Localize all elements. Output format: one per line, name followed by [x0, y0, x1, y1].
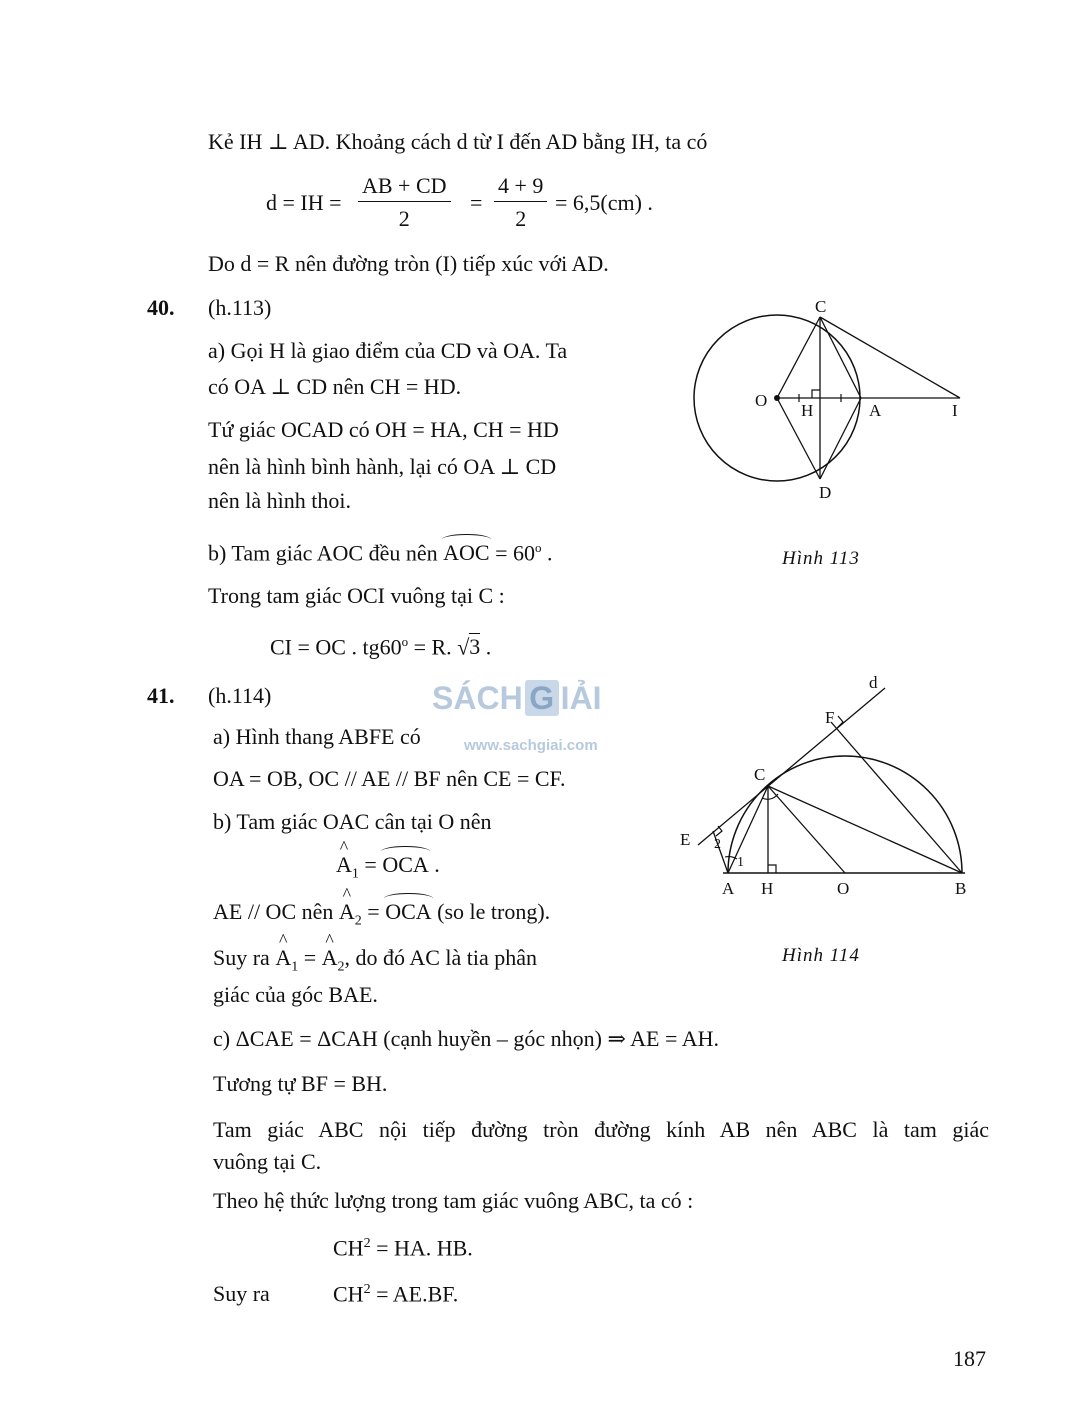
fraction-2-denominator: 2: [515, 206, 527, 231]
p41-c-line4: vuông tại C.: [213, 1149, 322, 1174]
p41-eq1-sup: 2: [363, 1236, 371, 1251]
p40-ci-root: 3: [469, 634, 481, 660]
angle-a1: ^ A: [336, 853, 352, 877]
watermark-url: www.sachgiai.com: [464, 737, 598, 754]
figure-114-caption: Hình 114: [782, 945, 860, 966]
p41-c-line3: Tam giác ABC nội tiếp đường tròn đường kính AB nên ABC là tam giác: [213, 1117, 989, 1142]
fig114-label-h: H: [761, 879, 774, 898]
p41-eq2: [333, 1282, 458, 1307]
fraction-2: [494, 173, 547, 232]
p41-a-line1: a) Hình thang ABFE có: [213, 724, 421, 749]
figure-113: [675, 290, 975, 520]
angle-aoc: AOC: [443, 540, 490, 566]
p41-b-line1: b) Tam giác OAC cân tại O nên: [213, 809, 492, 834]
fig113-label-h: H: [801, 401, 814, 420]
angle-a2-sub: 2: [354, 913, 362, 929]
figure-113-caption: Hình 113: [782, 548, 860, 569]
fig114-label-e: E: [680, 830, 691, 849]
p41-ae-pre: AE // OC nên: [213, 899, 339, 924]
p41-b-line2: [336, 853, 440, 882]
p41-s-line: [213, 946, 537, 975]
p40-ci-end: .: [480, 634, 492, 660]
fig114-label-a: A: [722, 879, 735, 898]
p40-b-line: [208, 541, 553, 566]
p40-ci-formula: [270, 635, 491, 660]
equation-right: = 6,5(cm) .: [555, 190, 653, 215]
p41-c-line5: Theo hệ thức lượng trong tam giác vuông ABC, ta có :: [213, 1188, 694, 1213]
conclusion-line: Do d = R nên đường tròn (I) tiếp xúc với AD.: [208, 251, 609, 276]
fig114-label-f: F: [825, 708, 835, 727]
sqrt-symbol: √: [457, 634, 470, 660]
p40-t-line1: Tứ giác OCAD có OH = HA, CH = HD: [208, 417, 559, 442]
angle-a1-sub: 1: [351, 866, 359, 882]
angle-a1-b: ^ A: [275, 946, 291, 970]
fig113-label-d: D: [819, 483, 832, 502]
p41-ae-line: [213, 900, 550, 929]
fig114-label-o: O: [837, 879, 850, 898]
p41-c-line2: Tương tự BF = BH.: [213, 1071, 388, 1096]
problem-40-number: 40.: [147, 295, 175, 320]
angle-a2: ^ A: [339, 900, 355, 924]
p40-t-line3: nên là hình thoi.: [208, 488, 351, 513]
p40-a-line2: có OA ⊥ CD nên CH = HD.: [208, 374, 462, 399]
p40-b-post: = 60: [489, 540, 535, 566]
intro-line: Kẻ IH ⊥ AD. Khoảng cách d từ I đến AD bằng IH, ta có: [208, 129, 708, 154]
watermark-brand-right: IẢI: [560, 680, 602, 716]
p41-eq1-pre: CH: [333, 1235, 364, 1261]
p40-b-degree: o: [535, 540, 542, 555]
p41-eq1-post: = HA. HB.: [370, 1235, 473, 1261]
fig114-label-c: C: [754, 765, 766, 784]
fig113-label-o: O: [755, 391, 768, 410]
p40-ci-pre: CI = OC . tg60: [270, 634, 402, 660]
fig114-label-2: 2: [714, 837, 721, 852]
watermark-brand: [432, 680, 602, 717]
p41-eq2-label: Suy ra: [213, 1281, 270, 1306]
angle-a1-b-sub: 1: [291, 959, 299, 975]
p41-s-pre: Suy ra: [213, 945, 276, 970]
watermark-g-box: G: [525, 680, 559, 716]
fig114-label-d: d: [869, 673, 878, 692]
p41-b2-mid: =: [358, 852, 383, 877]
p41-s-mid: =: [298, 945, 322, 970]
watermark-brand-left: SÁCH: [432, 680, 523, 716]
p40-ci-mid: = R.: [408, 634, 458, 660]
p40-b-pre: b) Tam giác AOC đều nên: [208, 540, 444, 566]
p40-a-line1: a) Gọi H là giao điểm của CD và OA. Ta: [208, 338, 568, 363]
p41-eq2-pre: CH: [333, 1281, 364, 1307]
fraction-1-denominator: 2: [398, 206, 410, 231]
p41-b2-end: .: [428, 852, 440, 877]
equation-left: d = IH =: [266, 190, 342, 215]
p41-c-line1: c) ΔCAE = ΔCAH (cạnh huyền – góc nhọn) ⇒ AE = AH.: [213, 1026, 719, 1051]
equation-mid: =: [470, 190, 483, 215]
angle-a2-b: ^ A: [322, 946, 338, 970]
page-number: 187: [953, 1346, 986, 1371]
p41-eq2-sup: 2: [363, 1282, 371, 1297]
fraction-1-numerator: AB + CD: [358, 173, 451, 202]
angle-a2-b-sub: 2: [337, 959, 345, 975]
p41-eq2-post: = AE.BF.: [370, 1281, 459, 1307]
angle-oca: OCA: [382, 852, 429, 877]
p41-s-line2: giác của góc BAE.: [213, 982, 378, 1007]
p40-t-line2: nên là hình bình hành, lại có OA ⊥ CD: [208, 454, 557, 479]
p40-ci-degree: o: [401, 634, 409, 649]
fraction-1: [358, 173, 451, 232]
problem-41-ref: (h.114): [208, 683, 272, 708]
p41-s-post: , do đó AC là tia phân: [344, 945, 538, 970]
fig113-label-i: I: [952, 401, 958, 420]
problem-40-ref: (h.113): [208, 295, 272, 320]
angle-oca-2: OCA: [385, 899, 432, 924]
p41-a-line2: OA = OB, OC // AE // BF nên CE = CF.: [213, 766, 566, 791]
fraction-2-numerator: 4 + 9: [494, 173, 547, 202]
p41-eq1: [333, 1236, 473, 1261]
fig114-label-1: 1: [737, 855, 744, 870]
p41-ae-mid: =: [361, 899, 386, 924]
problem-41-number: 41.: [147, 683, 175, 708]
p41-ae-post: (so le trong).: [431, 899, 551, 924]
p40-c-line: Trong tam giác OCI vuông tại C :: [208, 583, 505, 608]
figure-114: [680, 668, 980, 898]
fig113-label-c: C: [815, 297, 827, 316]
fig113-label-a: A: [869, 401, 882, 420]
fig114-label-b: B: [955, 879, 967, 898]
p40-b-end: .: [541, 540, 553, 566]
